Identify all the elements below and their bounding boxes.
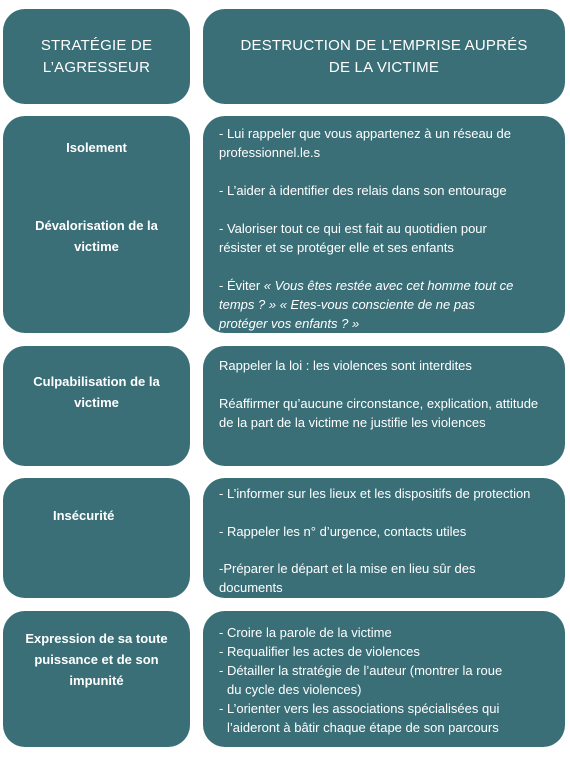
strategy-box-puissance <box>3 611 190 747</box>
strategy-culpabilisation-line2: victime <box>74 395 119 410</box>
action-box-culpabilisation <box>203 346 565 466</box>
action-box-insecurite <box>203 478 565 598</box>
action-detailler-line2: du cycle des violences) <box>227 682 362 697</box>
action-croire: - Croire la parole de la victime <box>219 625 392 640</box>
header-action-line1: DESTRUCTION DE L’EMPRISE AUPRÉS <box>240 36 528 54</box>
action-reseau-line2: professionnel.le.s <box>219 145 321 160</box>
strategy-box-culpabilisation <box>3 346 190 466</box>
strategy-devalorisation: Dévalorisation de la victime <box>35 218 158 254</box>
action-detailler-line1: - Détailler la stratégie de l’auteur (montrer la roue <box>219 663 503 678</box>
strategy-puissance-line2: puissance et de son <box>34 652 159 667</box>
action-eviter-prefix: - Éviter <box>219 278 264 293</box>
action-orienter-line2: l’aideront à bâtir chaque étape de son parcours <box>227 720 499 735</box>
action-valoriser-line1: - Valoriser tout ce qui est fait au quotidien pour <box>219 221 487 236</box>
action-eviter-line3: protéger vos enfants ? » <box>219 316 360 331</box>
header-strategy-line2: L’AGRESSEUR <box>42 58 151 76</box>
header-action-line2: DE LA VICTIME <box>328 58 440 76</box>
strategy-isolement: Isolement <box>66 140 127 155</box>
action-informer: - L’informer sur les lieux et les dispositifs de protection <box>219 486 531 501</box>
action-orienter-line1: - L’orienter vers les associations spécialisées qui <box>219 701 500 716</box>
action-requalifier: - Requalifier les actes de violences <box>219 644 420 659</box>
action-reaffirmer-line1: Réaffirmer qu’aucune circonstance, explication, attitude <box>219 396 539 411</box>
header-action-box <box>203 9 565 104</box>
action-eviter-quote1: « Vous êtes restée avec cet homme tout ce <box>263 278 514 293</box>
action-rappeler-loi: Rappeler la loi : les violences sont interdites <box>219 358 472 373</box>
strategy-box-isolement <box>3 116 190 333</box>
action-preparer-line2: documents <box>219 580 283 595</box>
action-eviter-line1 <box>219 276 565 295</box>
action-box-puissance <box>203 611 565 747</box>
action-preparer-line1: -Préparer le départ et la mise en lieu sûr des <box>219 561 476 576</box>
strategy-insecurite: Insécurité <box>53 508 115 523</box>
action-urgence: - Rappeler les n° d’urgence, contacts utiles <box>219 524 467 539</box>
action-relais: - L’aider à identifier des relais dans son entourage <box>219 183 507 198</box>
strategy-puissance <box>11 628 182 691</box>
header-strategy-title <box>41 35 152 79</box>
strategy-box-insecurite <box>3 478 190 598</box>
strategy-culpabilisation-line1: Culpabilisation de la <box>33 374 160 389</box>
action-reaffirmer-line2: de la part de la victime ne justifie les violences <box>219 415 486 430</box>
header-action-title <box>240 35 527 79</box>
header-strategy-line1: STRATÉGIE DE <box>40 36 153 54</box>
action-eviter-line2: temps ? » « Etes-vous consciente de ne pas <box>219 297 475 312</box>
strategy-puissance-line3: impunité <box>69 673 124 688</box>
action-valoriser-line2: résister et se protéger elle et ses enfants <box>219 240 454 255</box>
action-reseau-line1: - Lui rappeler que vous appartenez à un réseau de <box>219 126 511 141</box>
strategy-puissance-line1: Expression de sa toute <box>25 631 168 646</box>
action-box-isolement <box>203 116 565 333</box>
header-strategy-box <box>3 9 190 104</box>
strategy-culpabilisation <box>11 371 182 413</box>
